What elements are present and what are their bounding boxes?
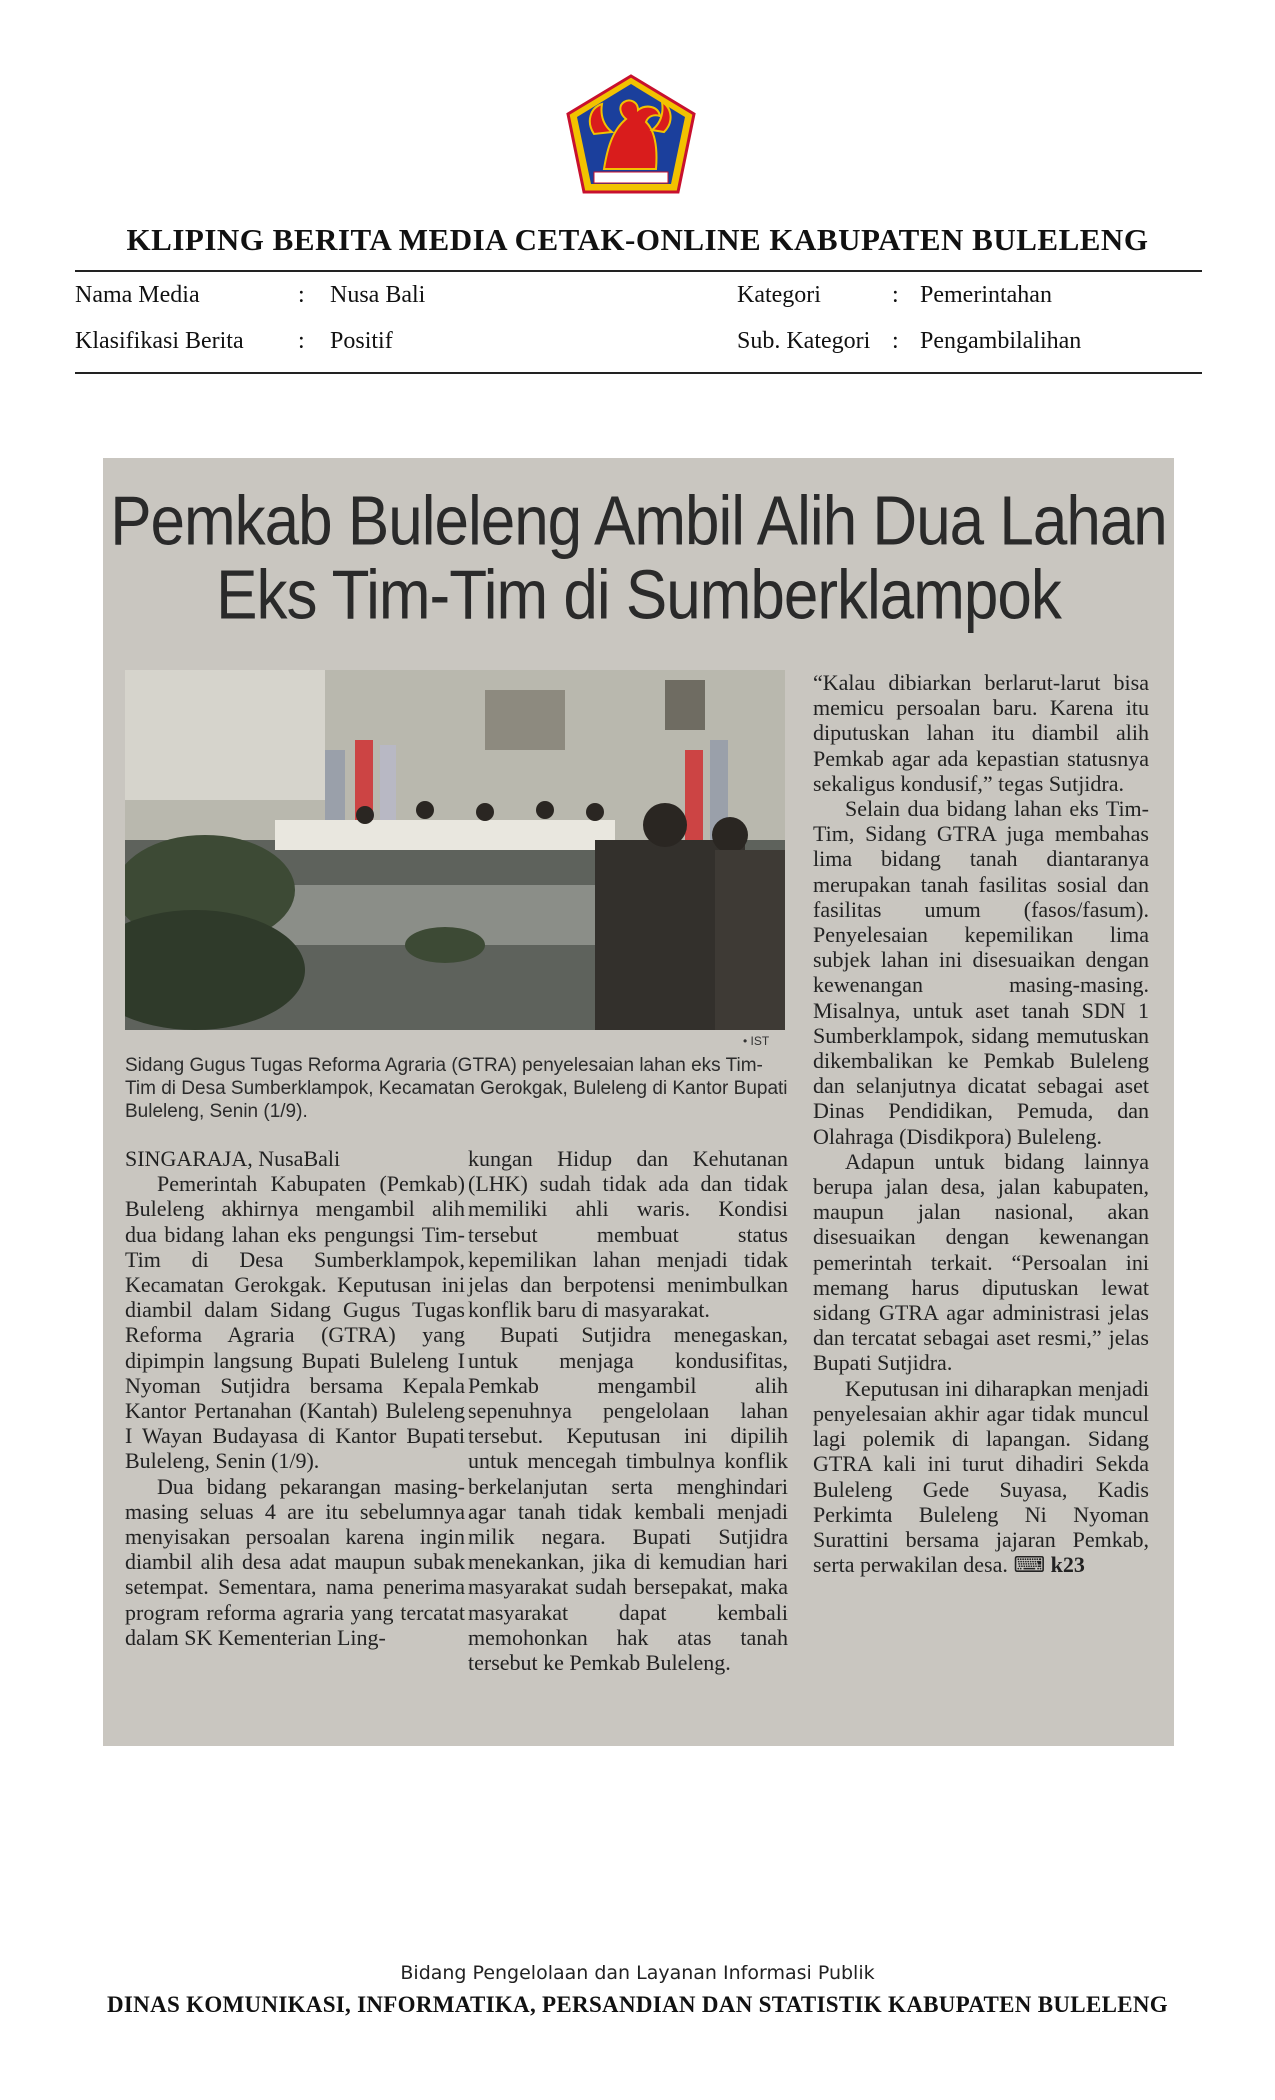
article-column-1	[125, 1146, 465, 1650]
klasifikasi-colon: :	[298, 328, 305, 354]
article-column-2	[468, 1146, 788, 1675]
author-sign: k23	[1050, 1552, 1085, 1578]
paragraph-text: Keputusan ini diharapkan menjadi penyelesaian akhir agar tidak muncul lagi polemik di lapangan. Sidang GTRA kali ini turut dihadiri Sekda Buleleng Gede Suyasa, Kadis Perkimta Buleleng Ni Nyoman Surattini bersama jajaran Pemkab, serta perwakilan desa.	[813, 1375, 1149, 1578]
newspaper-clipping	[103, 458, 1174, 1746]
subkategori-colon: :	[892, 328, 899, 354]
buleleng-logo	[564, 74, 698, 198]
paragraph: Adapun untuk bidang lainnya berupa jalan desa, jalan kabupaten, maupun jalan nasional, akan disesuaikan dengan kewenangan pemerintah terkait. “Persoalan ini memang harus diputuskan lewat sidang GTRA agar administrasi jelas dan tercatat sebagai aset resmi,” jelas Bupati Sutjidra.	[813, 1148, 1149, 1376]
footer-division: Bidang Pengelolaan dan Layanan Informasi Publik	[400, 1962, 875, 1984]
divider-top	[75, 270, 1202, 272]
footer-agency: DINAS KOMUNIKASI, INFORMATIKA, PERSANDIAN DAN STATISTIK KABUPATEN BULELENG	[107, 1992, 1168, 2017]
photo-caption: Sidang Gugus Tugas Reforma Agraria (GTRA) penyelesaian lahan eks Tim-Tim di Desa Sumberklampok, Kecamatan Gerokgak, Buleleng di Kantor Bupati Buleleng, Senin (1/9).	[125, 1055, 788, 1122]
kategori-colon: :	[892, 282, 899, 308]
paragraph	[813, 1376, 1149, 1579]
klasifikasi-value: Positif	[330, 328, 393, 354]
media-colon: :	[298, 282, 305, 308]
lion-crest-icon	[564, 74, 698, 198]
dateline: SINGARAJA, NusaBali	[125, 1146, 341, 1171]
kategori-label: Kategori	[737, 282, 821, 308]
media-value: Nusa Bali	[330, 282, 426, 308]
kategori-value: Pemerintahan	[920, 282, 1052, 308]
meeting-room-image	[125, 670, 785, 1030]
subkategori-label: Sub. Kategori	[737, 328, 871, 354]
paragraph: Dua bidang pekarangan masing-masing seluas 4 are itu sebelumnya menyisakan persoalan karena ingin diambil alih desa adat maupun subak setempat. Sementara, nama penerima program reforma agraria yang tercatat dalam SK Kementerian Ling-	[125, 1473, 465, 1650]
paragraph: “Kalau dibiarkan berlarut-larut bisa memicu persoalan baru. Karena itu diputuskan lahan itu diambil alih Pemkab agar ada kepastian statusnya sekaligus kondusif,” tegas Sutjidra.	[813, 670, 1149, 796]
meeting-photo	[125, 670, 785, 1030]
paragraph: Selain dua bidang lahan eks Tim-Tim, Sidang GTRA juga membahas lima bidang tanah diantaranya merupakan tanah fasilitas sosial dan fasilitas umum (fasos/fasum). Penyelesaian kepemilikan lima subjek lahan ini disesuaikan dengan kewenangan masing-masing. Misalnya, untuk aset tanah SDN 1 Sumberklampok, sidang memutuskan dikembalikan ke Pemkab Buleleng dan selanjutnya dicatat sebagai aset Dinas Pendidikan, Pemuda, dan Olahraga (Disdikpora) Buleleng.	[813, 796, 1149, 1149]
paragraph: Pemerintah Kabupaten (Pemkab) Buleleng akhirnya mengambil alih dua bidang lahan eks pengungsi Tim-Tim di Desa Sumberklampok, Kecamatan Gerokgak. Keputusan ini diambil dalam Sidang Gugus Tugas Reforma Agraria (GTRA) yang dipimpin langsung Bupati Buleleng I Nyoman Sutjidra bersama Kepala Kantor Pertanahan (Kantah) Buleleng I Wayan Budayasa di Kantor Bupati Buleleng, Senin (1/9).	[125, 1171, 465, 1474]
paragraph: Bupati Sutjidra menegaskan, untuk menjaga kondusifitas, Pemkab mengambil alih sepenuhnya pengelolaan lahan tersebut. Keputusan ini dipilih untuk mencegah timbulnya konflik berkelanjutan serta menghindari agar tanah tidak kembali menjadi milik negara. Bupati Sutjidra menekankan, jika di kemudian hari masyarakat sudah bersepakat, maka masyarakat dapat kembali memohonkan hak atas tanah tersebut ke Pemkab Buleleng.	[468, 1322, 788, 1676]
media-label: Nama Media	[75, 282, 200, 308]
klasifikasi-label: Klasifikasi Berita	[75, 328, 244, 354]
paragraph: kungan Hidup dan Kehutanan (LHK) sudah tidak ada dan tidak memiliki ahli waris. Kondisi tersebut membuat status kepemilikan lahan menjadi tidak jelas dan berpotensi menimbulkan konflik baru di masyarakat.	[468, 1146, 788, 1323]
headline-line-1: Pemkab Buleleng Ambil Alih Dua Lahan	[110, 482, 1167, 561]
headline-line-2: Eks Tim-Tim di Sumberklampok	[216, 556, 1061, 635]
article-column-3	[813, 670, 1149, 1578]
keyboard-icon: ⌨	[1013, 1553, 1046, 1579]
divider-bottom	[75, 372, 1202, 374]
page-title: KLIPING BERITA MEDIA CETAK-ONLINE KABUPATEN BULELENG	[126, 222, 1149, 257]
subkategori-value: Pengambilalihan	[920, 328, 1082, 354]
photo-credit: • IST	[743, 1034, 770, 1048]
